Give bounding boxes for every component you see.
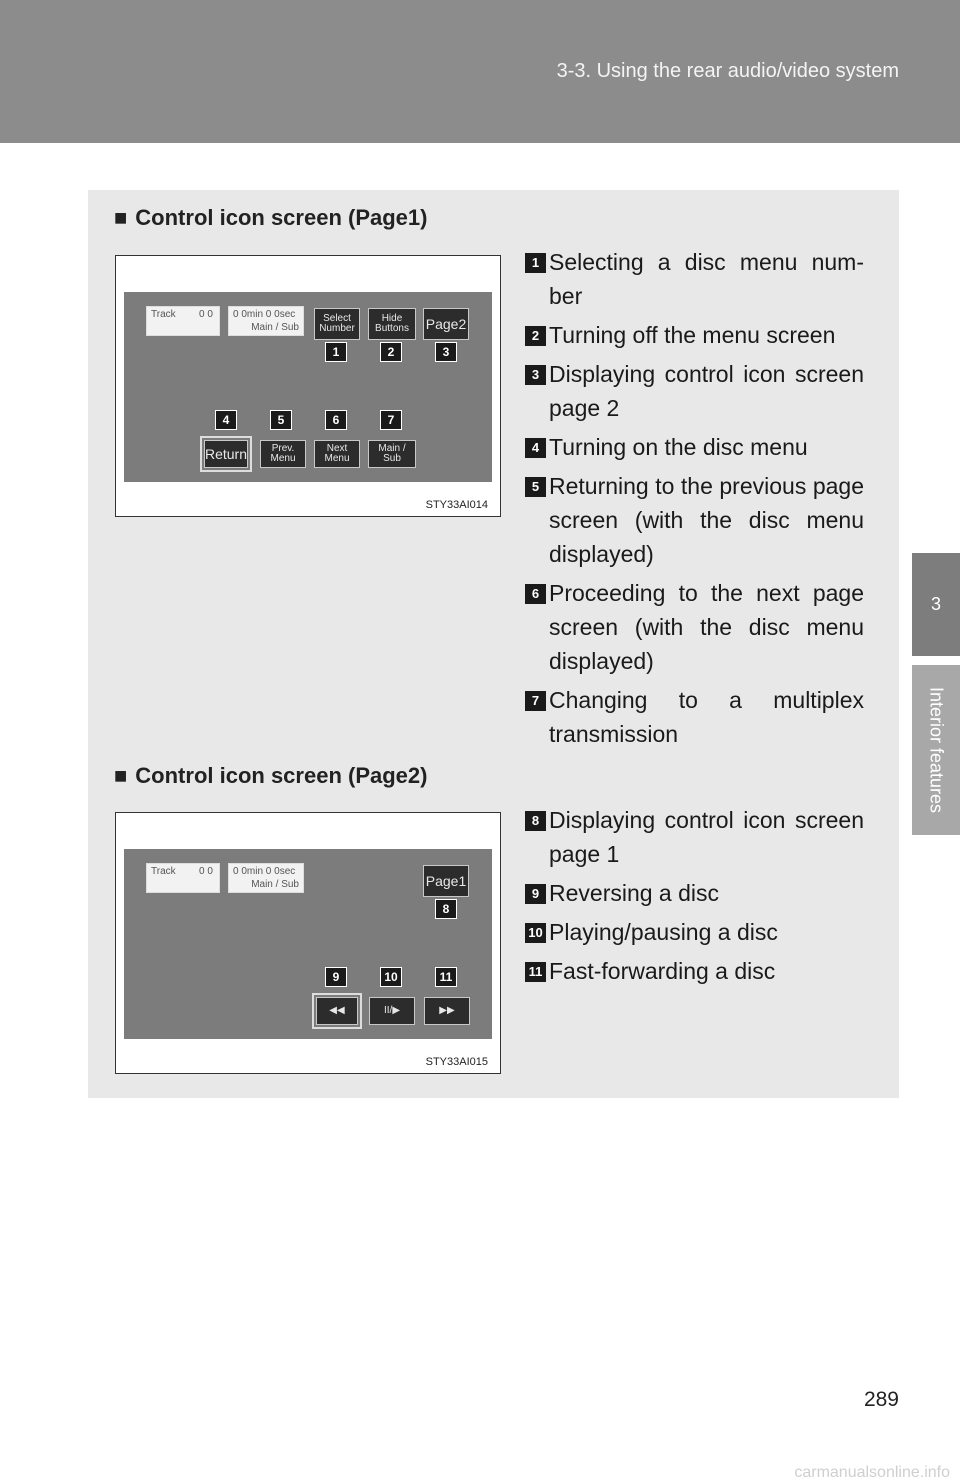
track-display [146, 863, 220, 893]
section-heading: 3-3. Using the rear audio/video system [556, 60, 899, 82]
item-text: Playing/pausing a disc [549, 919, 778, 945]
number-badge: 8 [525, 811, 546, 831]
time-label: 0 0min 0 0sec [233, 309, 296, 320]
item-text: Displaying control icon screen page 2 [549, 361, 864, 421]
page-header [0, 0, 960, 143]
select-number-button[interactable]: Select Number [314, 308, 360, 340]
track-label: Track [151, 309, 176, 320]
fast-forward-icon[interactable]: ▶▶ [424, 997, 470, 1025]
callout-7: 7 [380, 410, 402, 430]
item-text: Turning on the disc menu [549, 434, 808, 460]
figure-code: STY33AI014 [425, 499, 488, 511]
time-display [228, 863, 304, 893]
list-item [525, 469, 864, 571]
next-menu-button[interactable]: Next Menu [314, 440, 360, 468]
list-item [525, 430, 864, 464]
page1-figure [115, 255, 501, 517]
number-badge: 1 [525, 253, 546, 273]
number-badge: 11 [525, 962, 546, 982]
page-number: 289 [863, 1388, 899, 1411]
list-item [525, 803, 864, 871]
prev-menu-button[interactable]: Prev. Menu [260, 440, 306, 468]
callout-5: 5 [270, 410, 292, 430]
list-item [525, 954, 864, 988]
list-item [525, 318, 864, 352]
callout-11: 11 [435, 967, 457, 987]
page1-description-list [525, 245, 864, 756]
number-badge: 4 [525, 438, 546, 458]
number-badge: 3 [525, 365, 546, 385]
track-value: 0 0 [199, 866, 213, 877]
page2-screen [124, 849, 492, 1039]
time-display [228, 306, 304, 336]
list-item [525, 245, 864, 313]
bullet-square-icon: ■ [114, 205, 128, 230]
callout-3: 3 [435, 342, 457, 362]
bullet-square-icon: ■ [114, 763, 128, 788]
page1-button[interactable]: Page1 [423, 865, 469, 897]
list-item [525, 683, 864, 751]
main-sub-button[interactable]: Main / Sub [368, 440, 416, 468]
rewind-icon[interactable]: ◀◀ [316, 997, 358, 1025]
number-badge: 10 [525, 923, 546, 943]
number-badge: 7 [525, 691, 546, 711]
page2-description-list [525, 803, 864, 993]
figure-code: STY33AI015 [425, 1056, 488, 1068]
chapter-tab-number: 3 [912, 553, 960, 656]
page2-button[interactable]: Page2 [423, 308, 469, 340]
callout-10: 10 [380, 967, 402, 987]
play-pause-icon[interactable]: II/▶ [369, 997, 415, 1025]
item-text: Proceeding to the next page screen (with the disc menu displayed) [549, 580, 864, 674]
page1-screen [124, 292, 492, 482]
hide-buttons-button[interactable]: Hide Buttons [368, 308, 416, 340]
callout-4: 4 [215, 410, 237, 430]
list-item [525, 576, 864, 678]
page1-title-text: Control icon screen (Page1) [135, 205, 428, 230]
page2-title-text: Control icon screen (Page2) [135, 763, 428, 788]
watermark: carmanualsonline.info [794, 1464, 950, 1481]
chapter-tab [912, 665, 960, 835]
item-text: Selecting a disc menu num-ber [549, 249, 864, 309]
item-text: Fast-forwarding a disc [549, 958, 776, 984]
track-value: 0 0 [199, 309, 213, 320]
number-badge: 9 [525, 884, 546, 904]
page2-figure [115, 812, 501, 1074]
number-badge: 2 [525, 326, 546, 346]
track-display [146, 306, 220, 336]
item-text: Turning off the menu screen [549, 322, 836, 348]
callout-1: 1 [325, 342, 347, 362]
item-text: Displaying control icon screen page 1 [549, 807, 864, 867]
item-text: Reversing a disc [549, 880, 720, 906]
list-item [525, 357, 864, 425]
number-badge: 6 [525, 584, 546, 604]
item-text: Changing to a multiplex transmission [549, 687, 864, 747]
page2-title [114, 763, 427, 789]
mode-label: Main / Sub [251, 322, 299, 333]
chapter-tab-label: Interior features [926, 686, 947, 814]
callout-6: 6 [325, 410, 347, 430]
mode-label: Main / Sub [251, 879, 299, 890]
number-badge: 5 [525, 477, 546, 497]
callout-2: 2 [380, 342, 402, 362]
item-text: Returning to the previous page screen (with the disc menu displayed) [549, 473, 864, 567]
list-item [525, 915, 864, 949]
list-item [525, 876, 864, 910]
page1-title [114, 205, 427, 231]
callout-9: 9 [325, 967, 347, 987]
return-button[interactable]: Return [204, 440, 248, 468]
time-label: 0 0min 0 0sec [233, 866, 296, 877]
track-label: Track [151, 866, 176, 877]
callout-8: 8 [435, 899, 457, 919]
